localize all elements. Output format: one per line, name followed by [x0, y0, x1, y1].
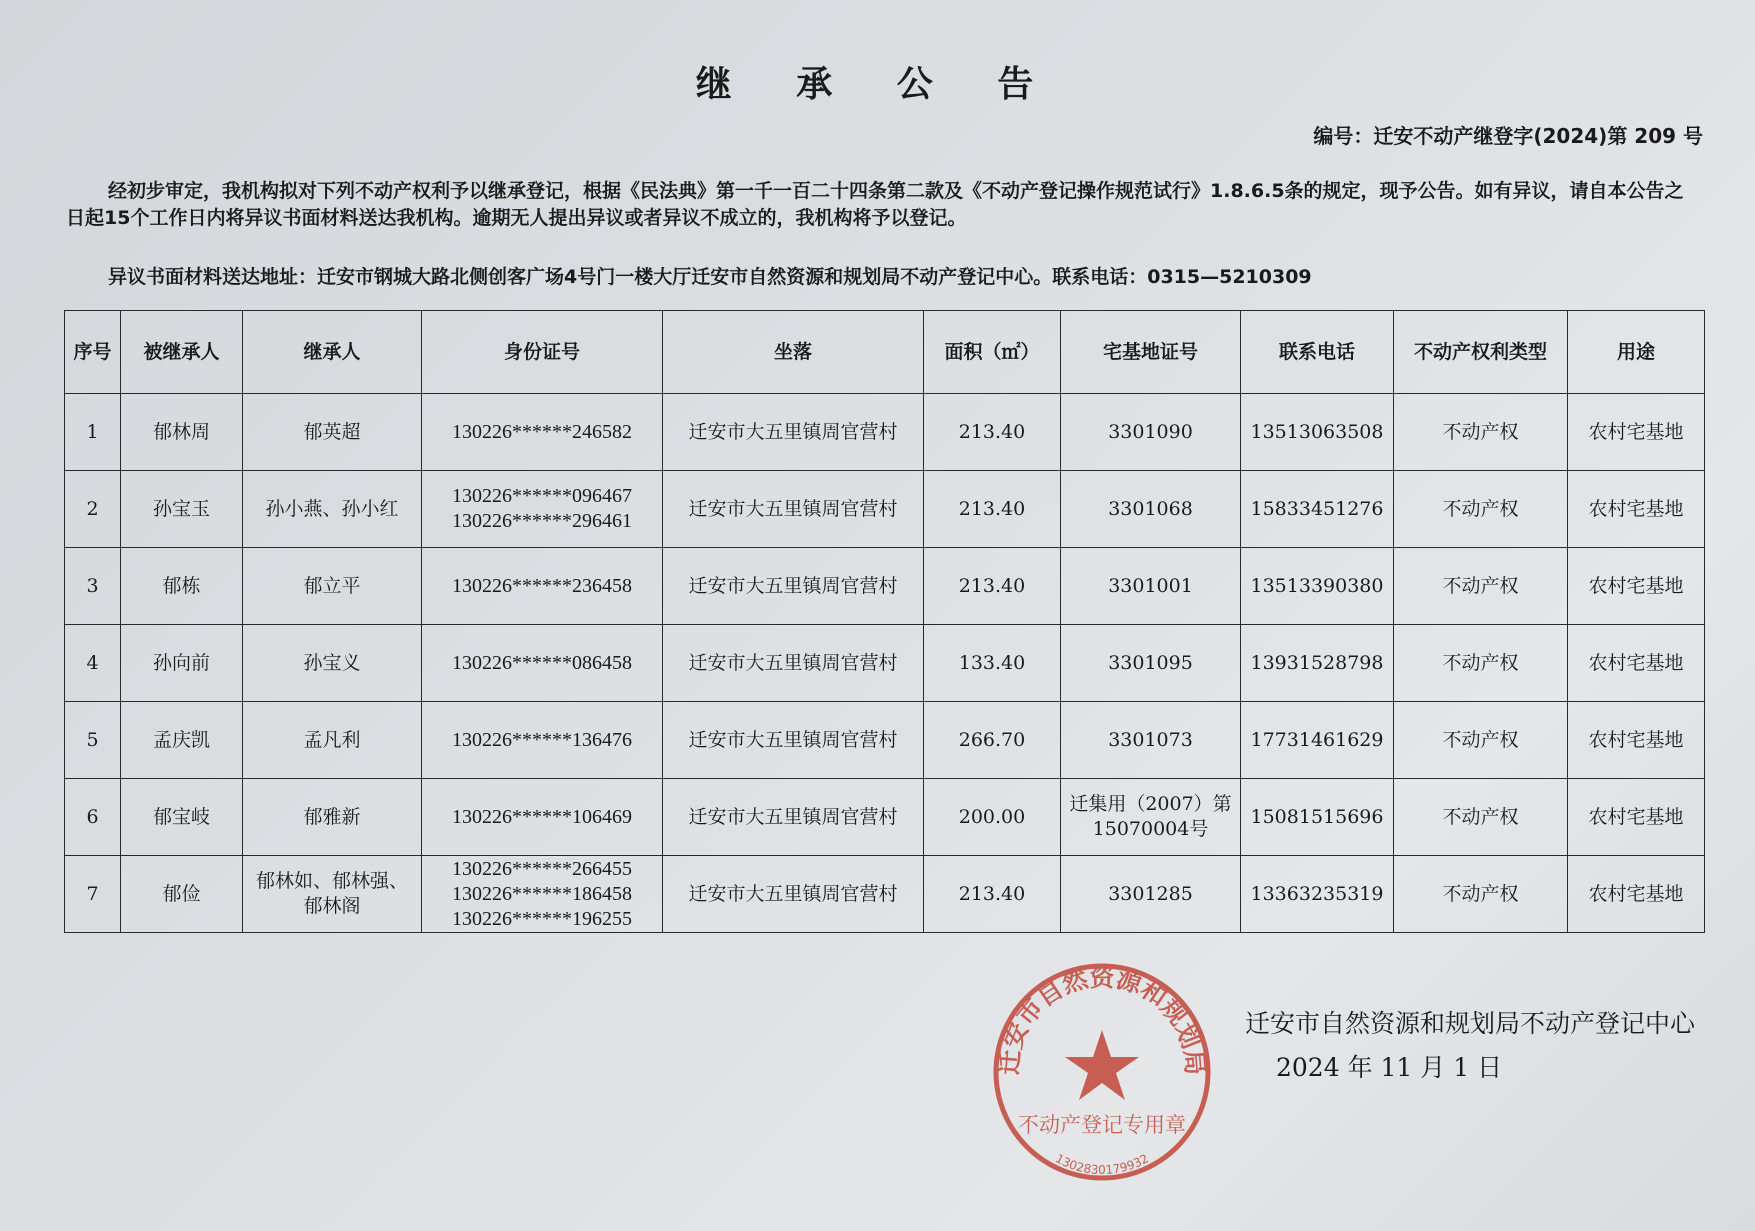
table-cell: 213.40: [924, 394, 1061, 471]
table-cell: 农村宅基地: [1568, 779, 1705, 856]
table-cell: 15081515696: [1241, 779, 1394, 856]
table-cell: 郁林周: [121, 394, 243, 471]
table-cell: 3301073: [1061, 702, 1241, 779]
table-cell: 1: [65, 394, 121, 471]
official-seal: [990, 960, 1214, 1184]
table-cell: 孟庆凯: [121, 702, 243, 779]
table-cell: 农村宅基地: [1568, 548, 1705, 625]
column-header: 联系电话: [1241, 311, 1394, 394]
table-cell: 3: [65, 548, 121, 625]
table-cell: 迁安市大五里镇周官营村: [663, 394, 924, 471]
table-cell: 郁雅新: [243, 779, 422, 856]
table-cell: 不动产权: [1394, 394, 1568, 471]
column-header: 面积（㎡）: [924, 311, 1061, 394]
document-number: 编号：迁安不动产继登字(2024)第 209 号: [1313, 124, 1703, 148]
table-cell: 2: [65, 471, 121, 548]
seal-star-icon: [1065, 1030, 1139, 1100]
table-cell: 孟凡利: [243, 702, 422, 779]
column-header: 坐落: [663, 311, 924, 394]
table-cell: 3301285: [1061, 856, 1241, 933]
table-cell: 130226******246582: [422, 394, 663, 471]
table-cell: 130226******236458: [422, 548, 663, 625]
table-cell: 6: [65, 779, 121, 856]
table-cell: 130226******096467 130226******296461: [422, 471, 663, 548]
column-header: 身份证号: [422, 311, 663, 394]
table-cell: 郁立平: [243, 548, 422, 625]
table-cell: 17731461629: [1241, 702, 1394, 779]
table-cell: 孙宝义: [243, 625, 422, 702]
table-cell: 农村宅基地: [1568, 471, 1705, 548]
table-cell: 迁安市大五里镇周官营村: [663, 779, 924, 856]
table-row: [65, 394, 1705, 471]
table-cell: 213.40: [924, 548, 1061, 625]
table-cell: 迁安市大五里镇周官营村: [663, 471, 924, 548]
table-cell: 3301068: [1061, 471, 1241, 548]
table-cell: 迁安市大五里镇周官营村: [663, 856, 924, 933]
column-header: 继承人: [243, 311, 422, 394]
table-cell: 213.40: [924, 856, 1061, 933]
table-cell: 5: [65, 702, 121, 779]
notice-title: 继 承 公 告: [695, 64, 1060, 105]
table-cell: 孙宝玉: [121, 471, 243, 548]
table-cell: 200.00: [924, 779, 1061, 856]
seal-bottom-text: 不动产登记专用章: [1018, 1113, 1186, 1137]
table-cell: 15833451276: [1241, 471, 1394, 548]
table-cell: 农村宅基地: [1568, 625, 1705, 702]
table-cell: 133.40: [924, 625, 1061, 702]
table-cell: 迁安市大五里镇周官营村: [663, 548, 924, 625]
table-cell: 孙向前: [121, 625, 243, 702]
table-cell: 130226******136476: [422, 702, 663, 779]
table-cell: 郁宝岐: [121, 779, 243, 856]
table-row: [65, 779, 1705, 856]
table-row: [65, 702, 1705, 779]
table-cell: 迁集用（2007）第15070004号: [1061, 779, 1241, 856]
table-cell: 农村宅基地: [1568, 856, 1705, 933]
table-cell: 130226******106469: [422, 779, 663, 856]
table-row: [65, 548, 1705, 625]
table-cell: 不动产权: [1394, 702, 1568, 779]
column-header: 序号: [65, 311, 121, 394]
table-cell: 不动产权: [1394, 471, 1568, 548]
table-cell: 农村宅基地: [1568, 394, 1705, 471]
table-cell: 13363235319: [1241, 856, 1394, 933]
table-cell: 3301090: [1061, 394, 1241, 471]
table-cell: 农村宅基地: [1568, 702, 1705, 779]
table-row: [65, 856, 1705, 933]
table-cell: 迁安市大五里镇周官营村: [663, 702, 924, 779]
table-cell: 不动产权: [1394, 625, 1568, 702]
table-cell: 3301001: [1061, 548, 1241, 625]
table-cell: 不动产权: [1394, 548, 1568, 625]
table-cell: 130226******266455 130226******186458 130226******196255: [422, 856, 663, 933]
inheritance-table: [64, 310, 1705, 933]
table-cell: 13931528798: [1241, 625, 1394, 702]
notice-paragraph: 经初步审定，我机构拟对下列不动产权利予以继承登记，根据《民法典》第一千一百二十四条第二款及《不动产登记操作规范试行》1.8.6.5条的规定，现予公告。如有异议，请自本公告之日起15个工作日内将异议书面材料送达我机构。逾期无人提出异议或者异议不成立的，我机构将予以登记。: [66, 180, 1684, 229]
issuing-organization: 迁安市自然资源和规划局不动产登记中心: [1244, 1009, 1695, 1038]
seal-top-text: 迁安市自然资源和规划局: [994, 962, 1210, 1077]
column-header: 被继承人: [121, 311, 243, 394]
table-cell: 不动产权: [1394, 856, 1568, 933]
table-cell: 13513390380: [1241, 548, 1394, 625]
seal-code: 1302830179932: [1053, 1151, 1151, 1178]
table-cell: 130226******086458: [422, 625, 663, 702]
table-cell: 郁林如、郁林强、郁林阁: [243, 856, 422, 933]
table-cell: 266.70: [924, 702, 1061, 779]
table-header-row: [65, 311, 1705, 394]
objection-address: 异议书面材料送达地址：迁安市钢城大路北侧创客广场4号门一楼大厅迁安市自然资源和规划局不动产登记中心。联系电话：0315—5210309: [108, 266, 1312, 288]
table-cell: 7: [65, 856, 121, 933]
table-cell: 不动产权: [1394, 779, 1568, 856]
column-header: 用途: [1568, 311, 1705, 394]
table-cell: 213.40: [924, 471, 1061, 548]
column-header: 宅基地证号: [1061, 311, 1241, 394]
table-cell: 3301095: [1061, 625, 1241, 702]
table-cell: 孙小燕、孙小红: [243, 471, 422, 548]
table-cell: 郁俭: [121, 856, 243, 933]
column-header: 不动产权利类型: [1394, 311, 1568, 394]
table-cell: 13513063508: [1241, 394, 1394, 471]
table-cell: 郁栋: [121, 548, 243, 625]
table-cell: 迁安市大五里镇周官营村: [663, 625, 924, 702]
table-cell: 4: [65, 625, 121, 702]
issue-date: 2024 年 11 月 1 日: [1276, 1053, 1503, 1082]
table-row: [65, 625, 1705, 702]
table-row: [65, 471, 1705, 548]
table-cell: 郁英超: [243, 394, 422, 471]
